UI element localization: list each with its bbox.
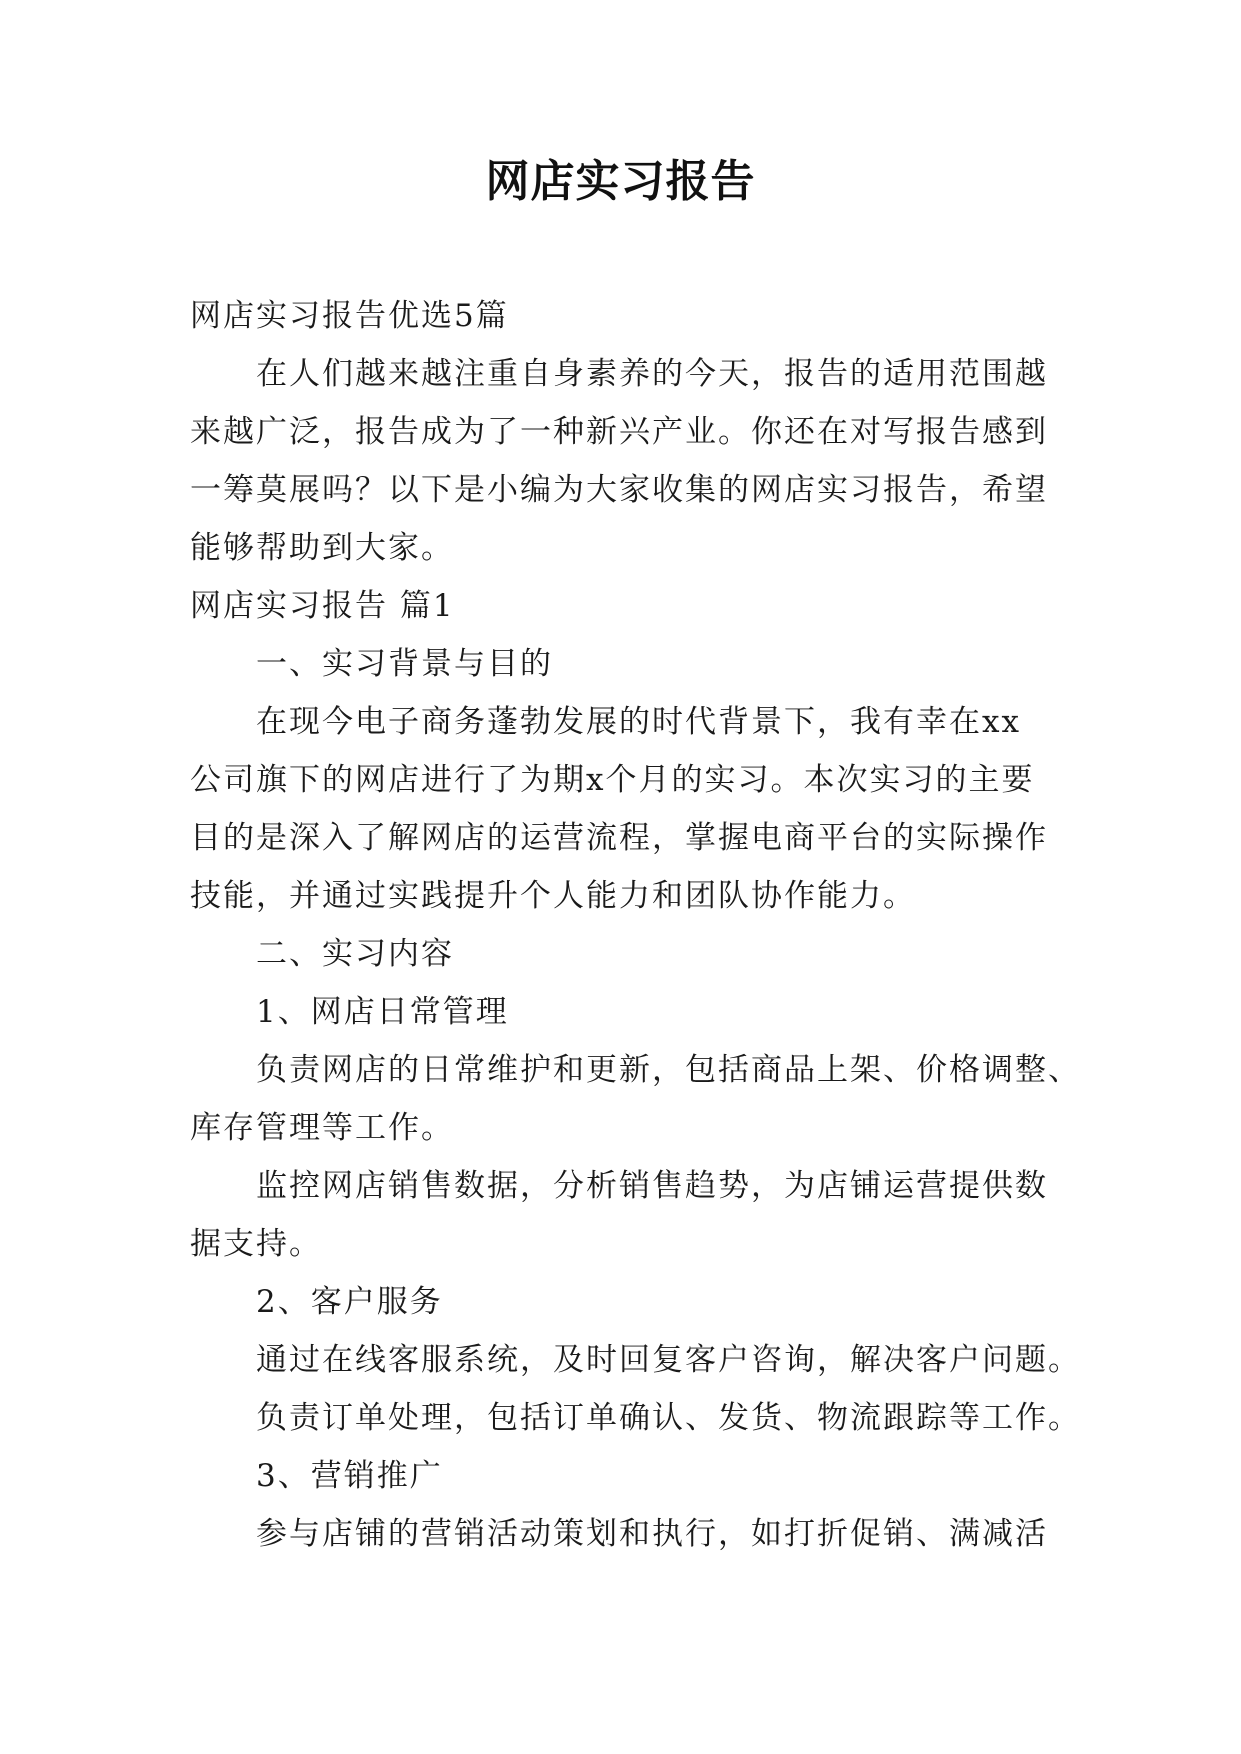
item-heading: 1、网店日常管理 — [256, 994, 509, 1030]
intro-line: 能够帮助到大家。 — [190, 530, 454, 566]
paragraph-line: 负责网店的日常维护和更新，包括商品上架、价格调整、 — [256, 1052, 1081, 1088]
document-title: 网店实习报告 — [485, 156, 756, 207]
paragraph-line: 监控网店销售数据，分析销售趋势，为店铺运营提供数 — [256, 1168, 1048, 1204]
item-heading: 2、客户服务 — [256, 1284, 443, 1320]
paragraph-line: 据支持。 — [190, 1226, 322, 1262]
section-heading: 网店实习报告 篇1 — [190, 588, 455, 624]
item-heading: 3、营销推广 — [256, 1458, 443, 1494]
paragraph-line: 目的是深入了解网店的运营流程，掌握电商平台的实际操作 — [190, 820, 1048, 856]
subtitle-line: 网店实习报告优选5篇 — [190, 298, 509, 334]
document-body — [190, 287, 1081, 1563]
subsection-heading: 二、实习内容 — [256, 936, 454, 972]
paragraph-line: 在现今电子商务蓬勃发展的时代背景下，我有幸在xx — [256, 704, 1021, 740]
subsection-heading: 一、实习背景与目的 — [256, 646, 553, 682]
intro-line: 在人们越来越注重自身素养的今天，报告的适用范围越 — [256, 356, 1048, 392]
paragraph-line: 库存管理等工作。 — [190, 1110, 454, 1146]
intro-line: 来越广泛，报告成为了一种新兴产业。你还在对写报告感到 — [190, 414, 1048, 450]
paragraph-line: 技能，并通过实践提升个人能力和团队协作能力。 — [190, 878, 916, 914]
paragraph-line: 通过在线客服系统，及时回复客户咨询，解决客户问题。 — [256, 1342, 1081, 1378]
intro-line: 一筹莫展吗？以下是小编为大家收集的网店实习报告，希望 — [190, 472, 1048, 508]
paragraph-line: 参与店铺的营销活动策划和执行，如打折促销、满减活 — [256, 1516, 1048, 1552]
paragraph-line: 公司旗下的网店进行了为期x个月的实习。本次实习的主要 — [190, 762, 1035, 798]
paragraph-line: 负责订单处理，包括订单确认、发货、物流跟踪等工作。 — [256, 1400, 1081, 1436]
